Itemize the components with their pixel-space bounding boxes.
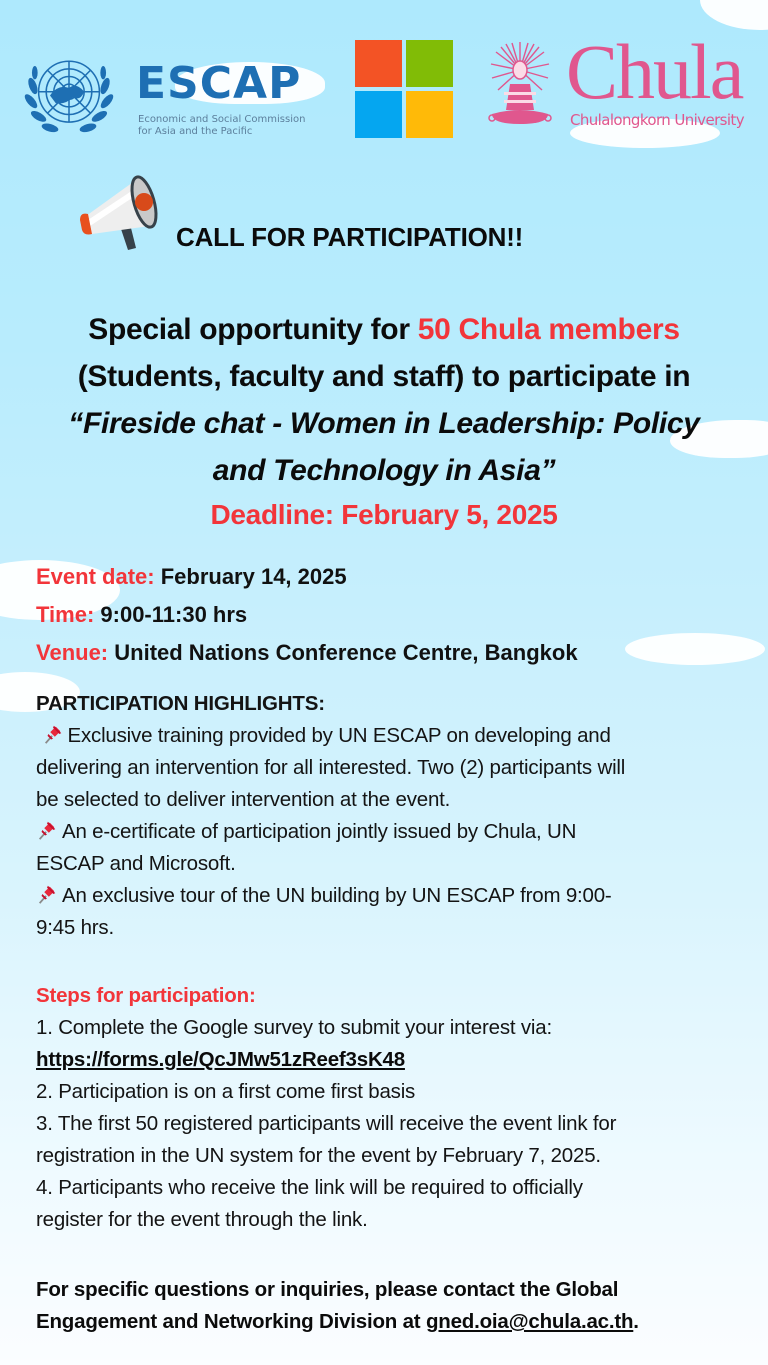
- headline-text: Special opportunity for: [88, 313, 418, 346]
- headline-line: [0, 306, 768, 353]
- event-time-label: Time:: [36, 602, 101, 627]
- microsoft-square-green: [406, 40, 453, 87]
- headline-highlight: 50 Chula members: [417, 313, 680, 346]
- call-for-participation-title: CALL FOR PARTICIPATION!!: [176, 222, 524, 252]
- highlight-item: [36, 816, 736, 880]
- event-title-line: “Fireside chat - Women in Leadership: Policy: [68, 407, 700, 440]
- event-time: [36, 596, 578, 634]
- headline: [0, 306, 768, 536]
- event-details: [36, 558, 578, 672]
- step-3: 3. The first 50 registered participants will receive the event link for: [36, 1112, 617, 1135]
- megaphone-icon: [76, 168, 166, 254]
- highlight-text: An exclusive tour of the UN building by UN ESCAP from 9:00-: [62, 884, 612, 907]
- highlight-text: delivering an intervention for all interested. Two (2) participants will: [36, 756, 626, 779]
- un-emblem-icon: [20, 48, 118, 143]
- headline-line: (Students, faculty and staff) to participate in: [77, 360, 691, 393]
- contact-text: Engagement and Networking Division at: [36, 1310, 426, 1333]
- event-venue: [36, 634, 578, 672]
- microsoft-square-yellow: [406, 91, 453, 138]
- chula-wordmark: Chula: [566, 28, 743, 115]
- escap-logo: [20, 48, 330, 143]
- cloud-decoration: [700, 0, 768, 30]
- event-venue-value: United Nations Conference Centre, Bangkok: [114, 640, 578, 665]
- step-4: 4. Participants who receive the link will be required to officially: [36, 1176, 583, 1199]
- google-form-link[interactable]: https://forms.gle/QcJMw51zReef3sK48: [36, 1048, 405, 1071]
- participation-highlights: [36, 688, 736, 944]
- pushpin-icon: [36, 883, 58, 905]
- microsoft-square-red: [355, 40, 402, 87]
- highlight-text: be selected to deliver intervention at the event.: [36, 788, 451, 811]
- chula-logo: [488, 28, 758, 138]
- contact-email-link[interactable]: gned.oia@chula.ac.th: [425, 1310, 634, 1333]
- event-date: [36, 558, 578, 596]
- participation-steps: [36, 980, 736, 1236]
- step-2: 2. Participation is on a first come first basis: [36, 1080, 416, 1103]
- cloud-decoration: [625, 633, 765, 665]
- event-venue-label: Venue:: [36, 640, 115, 665]
- steps-title: Steps for participation:: [36, 984, 256, 1007]
- pushpin-icon: [42, 723, 64, 745]
- event-title-line: and Technology in Asia”: [212, 454, 556, 487]
- contact-line: [36, 1306, 756, 1338]
- partner-logos: [0, 28, 768, 148]
- contact-suffix: .: [633, 1310, 639, 1333]
- highlight-item: [36, 880, 736, 944]
- contact-info: [36, 1274, 756, 1338]
- highlight-text: ESCAP and Microsoft.: [36, 852, 236, 875]
- step-1: 1. Complete the Google survey to submit your interest via:: [36, 1016, 552, 1039]
- highlight-item: [36, 720, 736, 816]
- microsoft-square-blue: [355, 91, 402, 138]
- highlights-title: PARTICIPATION HIGHLIGHTS:: [36, 692, 325, 715]
- escap-subtitle-line: for Asia and the Pacific: [138, 126, 253, 137]
- step-4-cont: register for the event through the link.: [36, 1208, 368, 1231]
- pushpin-icon: [36, 819, 58, 841]
- event-date-value: February 14, 2025: [160, 564, 347, 589]
- event-date-label: Event date:: [36, 564, 161, 589]
- chula-subtitle: Chulalongkorn University: [570, 111, 744, 129]
- highlight-text: Exclusive training provided by UN ESCAP on developing and: [67, 724, 611, 747]
- chula-emblem-icon: [488, 40, 552, 132]
- event-time-value: 9:00-11:30 hrs: [100, 602, 248, 627]
- highlight-text: An e-certificate of participation jointly issued by Chula, UN: [62, 820, 577, 843]
- contact-text: For specific questions or inquiries, please contact the Global: [36, 1278, 619, 1301]
- escap-wordmark: ESCAP: [136, 58, 302, 109]
- highlight-text: 9:45 hrs.: [36, 916, 114, 939]
- microsoft-logo: [355, 40, 453, 138]
- escap-subtitle: [138, 114, 305, 138]
- deadline: Deadline: February 5, 2025: [210, 499, 558, 530]
- step-3-cont: registration in the UN system for the event by February 7, 2025.: [36, 1144, 601, 1167]
- escap-subtitle-line: Economic and Social Commission: [138, 114, 306, 125]
